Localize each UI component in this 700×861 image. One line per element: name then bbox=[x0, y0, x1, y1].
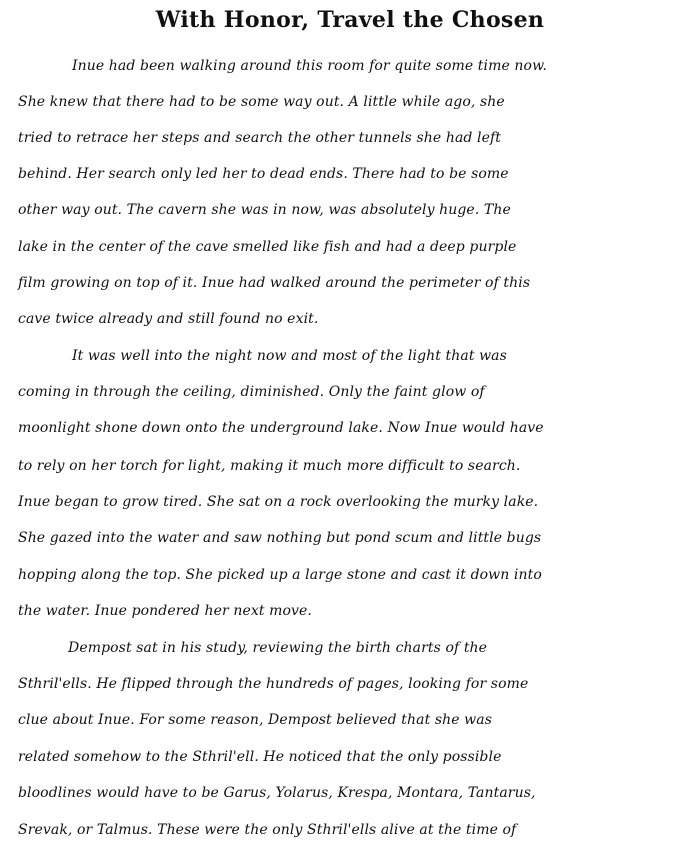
paragraph-2-line-2: coming in through the ceiling, diminished. Only the faint glow of bbox=[18, 384, 485, 400]
paragraph-1-line-1: Inue had been walking around this room for quite some time now. bbox=[72, 58, 548, 74]
paragraph-3-line-6: Srevak, or Talmus. These were the only Sthril'ells alive at the time of bbox=[18, 822, 517, 838]
paragraph-3-line-5: bloodlines would have to be Garus, Yolarus, Krespa, Montara, Tantarus, bbox=[18, 785, 536, 801]
paragraph-2-line-7: hopping along the top. She picked up a large stone and cast it down into bbox=[18, 567, 542, 583]
paragraph-3-line-1: Dempost sat in his study, reviewing the birth charts of the bbox=[68, 640, 488, 656]
paragraph-1-line-6: lake in the center of the cave smelled like fish and had a deep purple bbox=[18, 239, 517, 255]
paragraph-1-line-5: other way out. The cavern she was in now, was absolutely huge. The bbox=[18, 202, 511, 218]
paragraph-1-line-4: behind. Her search only led her to dead ends. There had to be some bbox=[18, 166, 509, 182]
paragraph-1-line-3: tried to retrace her steps and search the other tunnels she had left bbox=[18, 130, 501, 146]
paragraph-1-line-8: cave twice already and still found no exit. bbox=[18, 311, 319, 327]
paragraph-1-line-2: She knew that there had to be some way out. A little while ago, she bbox=[18, 94, 505, 110]
paragraph-3-line-4: related somehow to the Sthril'ell. He noticed that the only possible bbox=[18, 749, 502, 765]
paragraph-2-line-6: She gazed into the water and saw nothing but pond scum and little bugs bbox=[18, 530, 542, 546]
paragraph-2-line-4: to rely on her torch for light, making it much more difficult to search. bbox=[18, 458, 521, 474]
paragraph-2-line-3: moonlight shone down onto the underground lake. Now Inue would have bbox=[18, 420, 544, 436]
paragraph-2-line-5: Inue began to grow tired. She sat on a rock overlooking the murky lake. bbox=[18, 494, 539, 510]
paragraph-3-line-2: Sthril'ells. He flipped through the hundreds of pages, looking for some bbox=[18, 676, 529, 692]
page-title: With Honor, Travel the Chosen bbox=[155, 7, 545, 33]
paragraph-3-line-3: clue about Inue. For some reason, Dempost believed that she was bbox=[18, 712, 492, 728]
paragraph-1-line-7: film growing on top of it. Inue had walked around the perimeter of this bbox=[18, 275, 531, 291]
paragraph-2-line-8: the water. Inue pondered her next move. bbox=[18, 603, 312, 619]
paragraph-2-line-1: It was well into the night now and most of the light that was bbox=[72, 348, 507, 364]
